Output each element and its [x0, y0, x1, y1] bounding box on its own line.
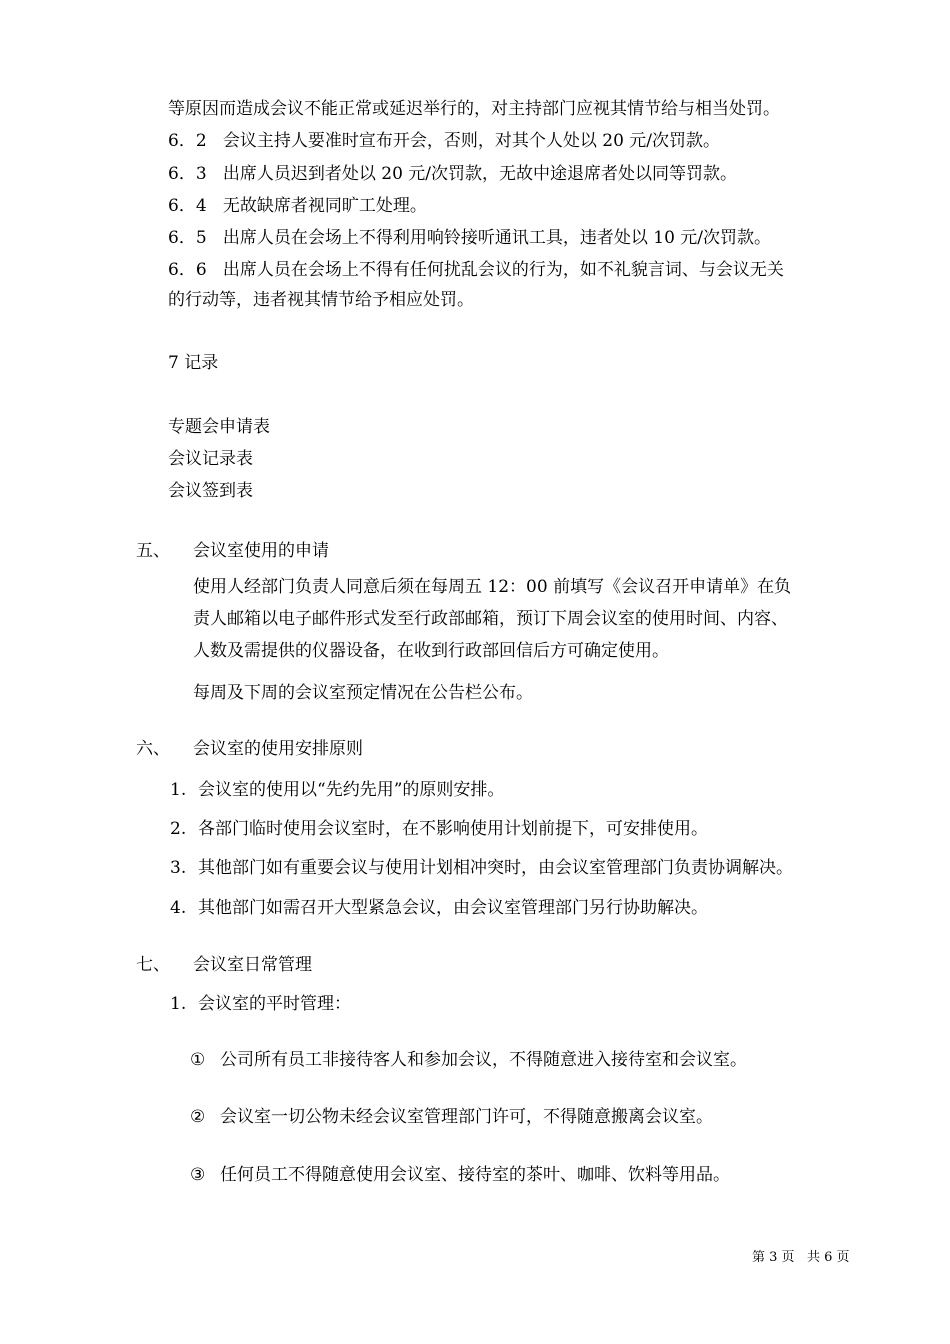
sub-item-number: ①	[190, 1050, 206, 1070]
sub-item-number: ②	[190, 1107, 206, 1127]
part-title: 会议室的使用安排原则	[193, 739, 363, 759]
sub-item	[190, 1049, 747, 1071]
paragraph-line: 使用人经部门负责人同意后须在每周五 12：00 前填写《会议召开申请单》在负	[193, 577, 792, 597]
part-number: 七、	[136, 955, 170, 975]
record-item: 会议记录表	[168, 449, 253, 469]
page-number: 第 3 页	[752, 1250, 795, 1265]
part-number: 六、	[136, 739, 170, 759]
list-item	[170, 818, 708, 840]
paragraph-line: 每周及下周的会议室预定情况在公告栏公布。	[193, 683, 533, 703]
sub-item	[190, 1164, 730, 1186]
item-text: 出席人员在会场上不得利用响铃接听通讯工具，违者处以 10 元/次罚款。	[222, 228, 772, 248]
part-title: 会议室日常管理	[193, 955, 312, 975]
item-number: 1.	[170, 994, 187, 1014]
item-text: 各部门临时使用会议室时，在不影响使用计划前提下，可安排使用。	[198, 819, 708, 839]
list-item	[170, 779, 504, 801]
part-heading	[136, 954, 312, 976]
item-number: 6．4	[168, 196, 207, 216]
section6-item-6	[168, 259, 784, 281]
list-item	[170, 857, 793, 879]
item-number: 6．5	[168, 228, 207, 248]
sub-item-text: 会议室一切公物未经会议室管理部门许可，不得随意搬离会议室。	[220, 1107, 713, 1127]
section-heading: 7 记录	[168, 353, 219, 373]
item-number: 4.	[170, 898, 187, 918]
paragraph-line: 责人邮箱以电子邮件形式发至行政部邮箱，预订下周会议室的使用时间、内容、	[193, 609, 788, 629]
sub-item-number: ③	[190, 1165, 206, 1185]
item-text: 出席人员在会场上不得有任何扰乱会议的行为，如不礼貌言词、与会议无关	[222, 260, 784, 280]
item-number: 6．3	[168, 164, 207, 184]
section6-item-5	[168, 227, 771, 249]
item-text: 其他部门如有重要会议与使用计划相冲突时，由会议室管理部门负责协调解决。	[198, 858, 793, 878]
item-number: 6．6	[168, 260, 207, 280]
part-number: 五、	[136, 541, 170, 561]
item-text: 会议室的使用以“先约先用”的原则安排。	[198, 780, 505, 800]
item-number: 6．2	[168, 131, 207, 151]
item-text: 出席人员迟到者处以 20 元/次罚款，无故中途退席者处以同等罚款。	[222, 164, 738, 184]
sub-item-text: 公司所有员工非接待客人和参加会议，不得随意进入接待室和会议室。	[220, 1050, 747, 1070]
page-total: 共 6 页	[806, 1250, 850, 1265]
item-number: 2.	[170, 819, 187, 839]
part-title: 会议室使用的申请	[193, 541, 329, 561]
section6-item-2	[168, 130, 720, 152]
item-text: 会议主持人要准时宣布开会，否则，对其个人处以 20 元/次罚款。	[222, 131, 721, 151]
list-item	[170, 993, 351, 1015]
sub-item-text: 任何员工不得随意使用会议室、接待室的茶叶、咖啡、饮料等用品。	[220, 1165, 730, 1185]
section6-item-3	[168, 163, 737, 185]
record-item: 专题会申请表	[168, 417, 270, 437]
record-item: 会议签到表	[168, 481, 253, 501]
part-heading	[136, 738, 363, 760]
item-number: 1.	[170, 780, 187, 800]
item-text: 会议室的平时管理：	[198, 994, 351, 1014]
list-item	[170, 897, 708, 919]
part-heading	[136, 540, 329, 562]
page-footer	[752, 1250, 850, 1266]
item-number: 3.	[170, 858, 187, 878]
section6-item-6-continued: 的行动等，违者视其情节给予相应处罚。	[168, 290, 474, 310]
sub-item	[190, 1106, 713, 1128]
section6-item-4	[168, 195, 427, 217]
item-text: 无故缺席者视同旷工处理。	[222, 196, 427, 216]
paragraph-line: 人数及需提供的仪器设备，在收到行政部回信后方可确定使用。	[193, 641, 669, 661]
continuation-text: 等原因而造成会议不能正常或延迟举行的，对主持部门应视其情节给与相当处罚。	[168, 99, 780, 119]
item-text: 其他部门如需召开大型紧急会议，由会议室管理部门另行协助解决。	[198, 898, 708, 918]
